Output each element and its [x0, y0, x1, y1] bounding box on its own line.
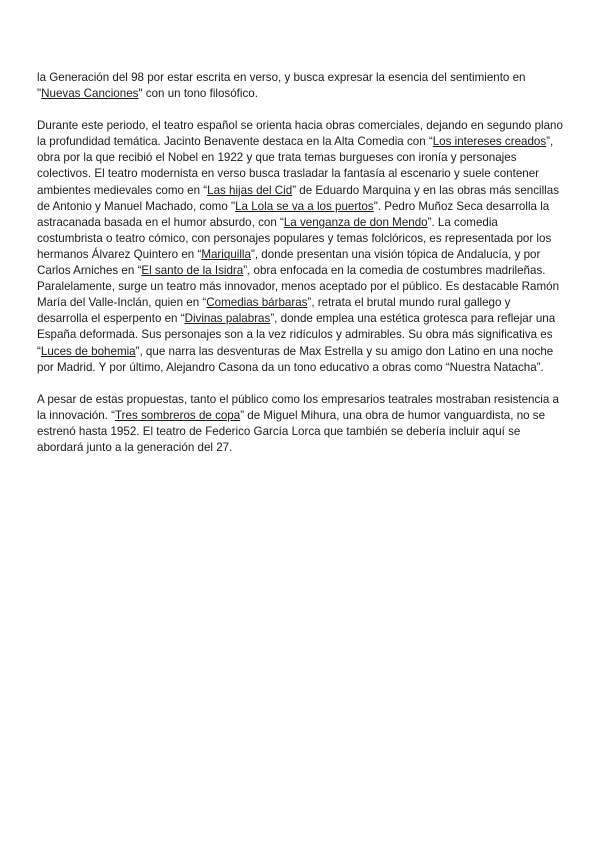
text-segment: ". Pedro Muñoz Seca desarrolla la astracanada basada en el humor absurdo, con “	[37, 199, 550, 229]
text-segment: ” de Eduardo Marquina y en las obras más sencillas de Antonio y Manuel Machado, como "	[37, 183, 559, 213]
underlined-title: Comedias bárbaras	[206, 296, 308, 310]
paragraph-2	[37, 118, 564, 376]
text-segment: la Generación del 98 por estar escrita en verso, y busca expresar la esencia del sentimiento en "	[37, 71, 526, 101]
underlined-title: Nuevas Canciones	[41, 87, 139, 101]
text-segment: ”, donde emplea una estética grotesca para reflejar una España deformada. Sus personajes son a la vez ridículos y admirables. Su obra más significativa es “	[37, 312, 556, 358]
text-segment: A pesar de estas propuestas, tanto el público como los empresarios teatrales mostraban resistencia a la innovación. “	[37, 392, 559, 422]
underlined-title: La venganza de don Mendo	[283, 215, 428, 229]
text-segment: ”. La comedia costumbrista o teatro cómico, con personajes populares y temas folclóricos, es representada por los hermanos Álvarez Quintero en “	[37, 215, 552, 261]
paragraph-1	[37, 70, 564, 102]
underlined-title: Los intereses creados	[432, 135, 547, 149]
underlined-title: Las hijas del Cid	[207, 183, 293, 197]
text-segment: ” de Miguel Mihura, una obra de humor vanguardista, no se estrenó hasta 1952. El teatro de Federico García Lorca que también se debería incluir aquí se abordará junto a la generación del 27.	[37, 408, 546, 454]
text-segment: Durante este periodo, el teatro español se orienta hacia obras comerciales, dejando en segundo plano la profundidad temática. Jacinto Benavente destaca en la Alta Comedia con “	[37, 119, 563, 149]
document-body	[37, 70, 564, 456]
paragraph-3	[37, 392, 564, 456]
underlined-title: Mariquilla	[201, 247, 251, 261]
underlined-title: El santo de la Isidra	[141, 264, 244, 278]
text-segment: " con un tono filosófico.	[138, 87, 258, 101]
underlined-title: Tres sombreros de copa	[114, 408, 241, 422]
text-segment: ”, retrata el brutal mundo rural gallego y desarrolla el esperpento en “	[37, 296, 511, 326]
underlined-title: Luces de bohemia	[40, 344, 136, 358]
text-segment: ”, obra por la que recibió el Nobel en 1922 y que trata temas burgueses con ironía y personajes colectivos. El teatro modernista en verso busca trasladar la fantasía al escenario y suele contener ambientes medievales como en “	[37, 135, 554, 197]
underlined-title: Divinas palabras	[184, 312, 271, 326]
underlined-title: La Lola se va a los puertos	[235, 199, 374, 213]
text-segment: ”, obra enfocada en la comedia de costumbres madrileñas. Paralelamente, surge un teatro más innovador, menos aceptado por el público. Es destacable Ramón María del Valle-Inclán, quien en “	[37, 264, 560, 310]
text-segment: ”, donde presentan una visión tópica de Andalucía, y por Carlos Arniches en “	[37, 247, 541, 278]
text-segment: ”, que narra las desventuras de Max Estrella y su amigo don Latino en una noche por Madrid. Y por último, Alejandro Casona da un tono educativo a obras como “Nuestra Natacha”.	[37, 344, 554, 374]
